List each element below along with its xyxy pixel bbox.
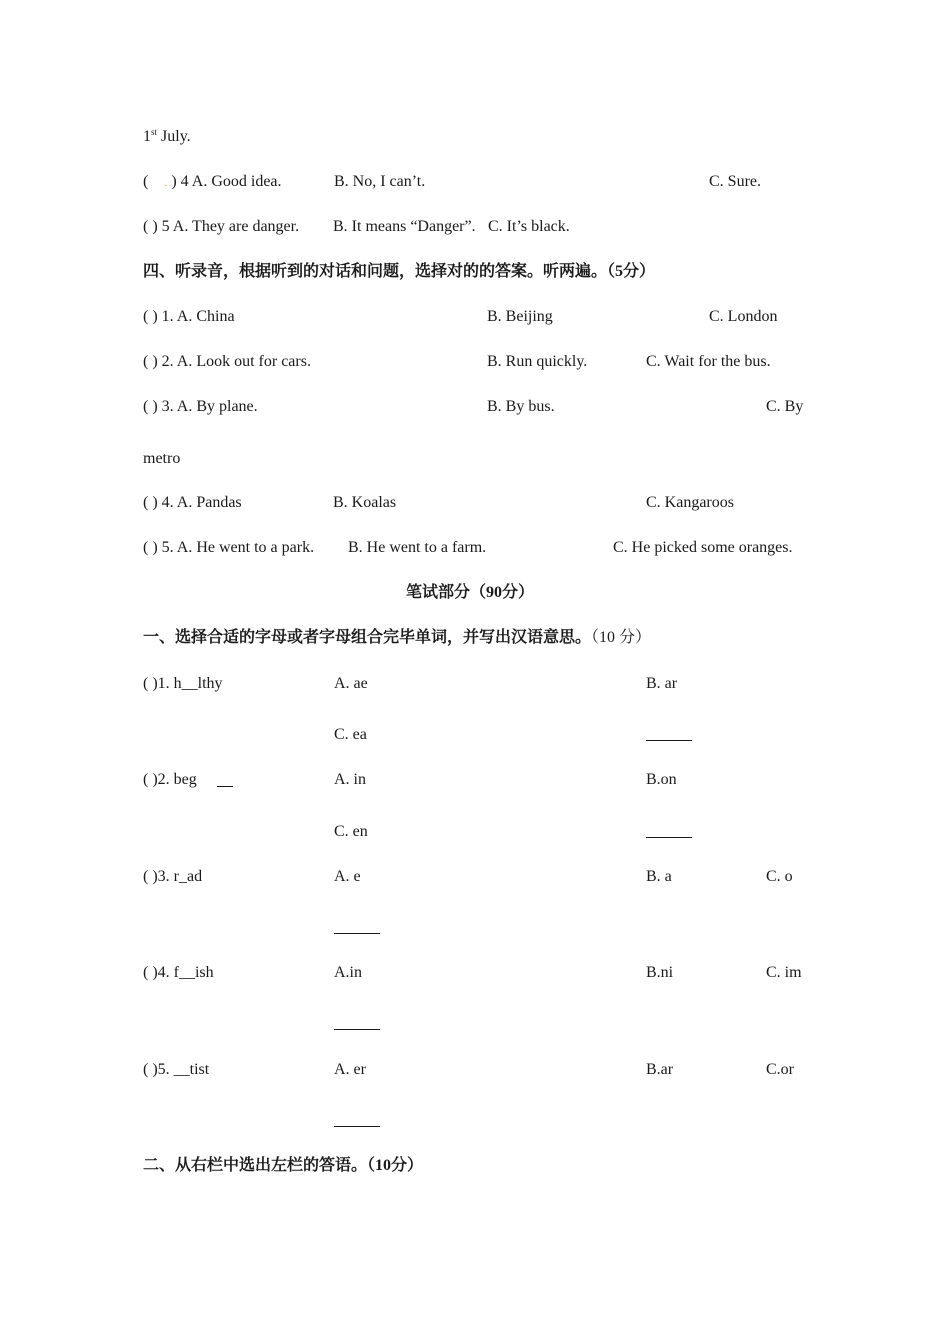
s4-q3-option-c-continued: metro xyxy=(143,450,181,467)
prev-q4-number xyxy=(143,172,282,192)
w1-item2-option-c: C. en xyxy=(334,823,368,840)
s4-q1-option-b: B. Beijing xyxy=(487,308,553,325)
w1-item5-number: ( )5. __tist xyxy=(143,1061,210,1078)
w1-item2-option-a: A. in xyxy=(334,771,366,788)
s4-q5-option-c: C. He picked some oranges. xyxy=(613,539,793,556)
w1-item2-number-text: ( )2. beg xyxy=(143,771,197,788)
w1-item4-option-a: A.in xyxy=(334,964,362,981)
w1-item1-option-b: B. ar xyxy=(646,675,678,692)
s4-q1-number: ( ) 1. A. China xyxy=(143,308,235,325)
prev-q4-option-c: C. Sure. xyxy=(709,173,761,190)
w1-item1-number: ( )1. h__lthy xyxy=(143,675,223,692)
s4-q4-number: ( ) 4. A. Pandas xyxy=(143,494,242,511)
written-section1-points: （10 分） xyxy=(591,629,652,646)
w1-item4-option-c: C. im xyxy=(766,964,802,981)
s4-q2-number: ( ) 2. A. Look out for cars. xyxy=(143,353,311,370)
w1-item3-option-c: C. o xyxy=(766,868,793,885)
s4-q2-option-b: B. Run quickly. xyxy=(487,353,588,370)
date-suffix: st xyxy=(151,127,158,137)
prev-q4-paren: ( xyxy=(143,173,149,190)
written-part-heading: 笔试部分（90分） xyxy=(406,584,535,601)
w1-item1-option-c: C. ea xyxy=(334,726,367,743)
s4-q5-number: ( ) 5. A. He went to a park. xyxy=(143,539,315,556)
date-day: 1 xyxy=(143,128,151,145)
date-month: July. xyxy=(157,128,191,145)
s4-q4-option-b: B. Koalas xyxy=(333,494,397,511)
w1-item2-letter-blank[interactable] xyxy=(217,786,233,787)
w1-item3-number: ( )3. r_ad xyxy=(143,868,203,885)
s4-q1-option-c: C. London xyxy=(709,308,778,325)
w1-item2-option-b: B.on xyxy=(646,771,677,788)
written-section1-title: 一、选择合适的字母或者字母组合完毕单词，并写出汉语意思。 xyxy=(143,629,592,646)
w1-item3-option-b: B. a xyxy=(646,868,672,885)
s4-q2-option-c: C. Wait for the bus. xyxy=(646,353,771,370)
written-section1-title-line xyxy=(143,628,651,648)
s4-q3-option-c: C. By xyxy=(766,398,804,415)
w1-item2-answer-blank[interactable] xyxy=(646,837,692,838)
s4-q3-number: ( ) 3. A. By plane. xyxy=(143,398,258,415)
s4-q4-option-c: C. Kangaroos xyxy=(646,494,734,511)
w1-item3-option-a: A. e xyxy=(334,868,361,885)
s4-q3-option-b: B. By bus. xyxy=(487,398,555,415)
prev-q5-number: ( ) 5 A. They are danger. xyxy=(143,218,300,235)
prev-q4-option-a: ) 4 A. Good idea. xyxy=(171,173,282,190)
date-line xyxy=(143,127,191,147)
w1-item1-answer-blank[interactable] xyxy=(646,740,692,741)
prev-q4-dot: . xyxy=(164,175,168,189)
section4-title: 四、听录音，根据听到的对话和问题，选择对的的答案。听两遍。（5分） xyxy=(143,263,656,280)
w1-item4-answer-blank[interactable] xyxy=(334,1029,380,1030)
prev-q4-option-b: B. No, I can’t. xyxy=(334,173,426,190)
written-section2-title: 二、从右栏中选出左栏的答语。（10分） xyxy=(143,1157,424,1174)
w1-item3-answer-blank[interactable] xyxy=(334,933,380,934)
w1-item5-option-b: B.ar xyxy=(646,1061,674,1078)
w1-item5-option-a: A. er xyxy=(334,1061,366,1078)
w1-item5-option-c: C.or xyxy=(766,1061,794,1078)
s4-q5-option-b: B. He went to a farm. xyxy=(348,539,487,556)
w1-item4-option-b: B.ni xyxy=(646,964,674,981)
w1-item4-number: ( )4. f__ish xyxy=(143,964,214,981)
prev-q5-option-c: C. It’s black. xyxy=(488,218,570,235)
prev-q5-option-b: B. It means “Danger”. xyxy=(333,218,476,235)
w1-item1-option-a: A. ae xyxy=(334,675,368,692)
w1-item5-answer-blank[interactable] xyxy=(334,1126,380,1127)
w1-item2-number xyxy=(143,770,197,790)
